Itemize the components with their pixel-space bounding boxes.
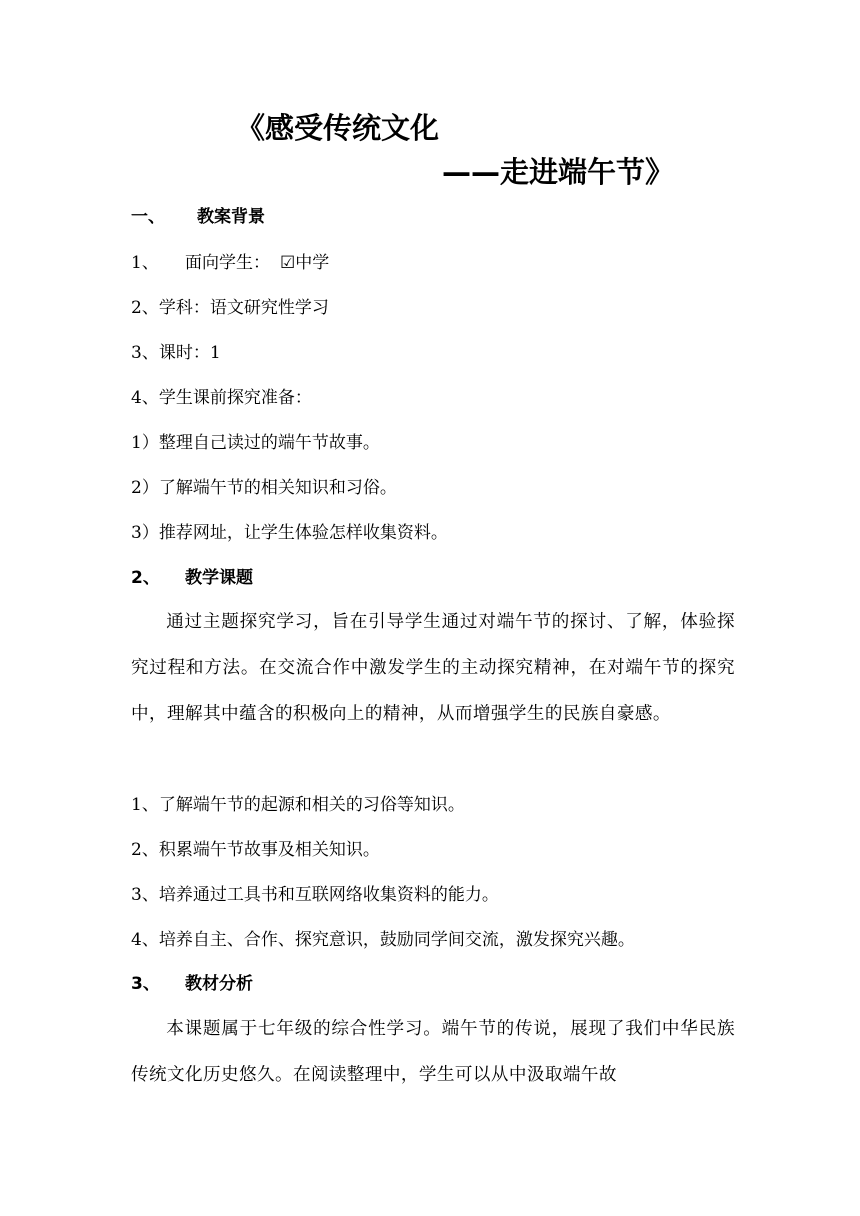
list-item-preparation: 4、学生课前探究准备： (131, 388, 312, 408)
list-item-periods: 3、课时：1 (131, 343, 221, 363)
item-label: 面向学生： (185, 253, 270, 273)
section-heading-analysis (131, 972, 253, 996)
list-item-prep-3: 3）推荐网址，让学生体验怎样收集资料。 (131, 523, 448, 543)
list-item-prep-2: 2）了解端午节的相关知识和习俗。 (131, 478, 397, 498)
section-label: 教学课题 (185, 568, 253, 588)
list-item-subject: 2、学科：语文研究性学习 (131, 298, 329, 318)
item-value-checkbox: ☑中学 (280, 253, 330, 273)
paragraph-analysis: 本课题属于七年级的综合性学习。端午节的传说，展现了我们中华民族传统文化历史悠久。在阅读整理中，学生可以从中汲取端午故 (131, 1019, 735, 1085)
section-heading-background (131, 205, 265, 229)
section-number: 2、 (131, 568, 160, 588)
section-number: 3、 (131, 974, 160, 994)
list-item-audience (131, 251, 329, 275)
section-number: 一、 (131, 207, 165, 227)
document-title-line2: ——走进端午节》 (442, 155, 675, 189)
list-item-prep-1: 1）整理自己读过的端午节故事。 (131, 433, 380, 453)
list-item-goal-4: 4、培养自主、合作、探究意识，鼓励同学间交流，激发探究兴趣。 (131, 930, 635, 950)
paragraph-topic: 通过主题探究学习，旨在引导学生通过对端午节的探讨、了解，体验探究过程和方法。在交流合作中激发学生的主动探究精神，在对端午节的探究中，理解其中蕴含的积极向上的精神，从而增强学生的民族自豪感。 (131, 612, 735, 724)
section-heading-topic (131, 566, 253, 590)
section-label: 教案背景 (197, 207, 265, 227)
section-label: 教材分析 (185, 974, 253, 994)
item-number: 1、 (131, 253, 159, 273)
list-item-goal-1: 1、了解端午节的起源和相关的习俗等知识。 (131, 795, 465, 815)
list-item-goal-3: 3、培养通过工具书和互联网络收集资料的能力。 (131, 885, 499, 905)
document-title-line1: 《感受传统文化 (236, 111, 440, 145)
list-item-goal-2: 2、积累端午节故事及相关知识。 (131, 840, 380, 860)
